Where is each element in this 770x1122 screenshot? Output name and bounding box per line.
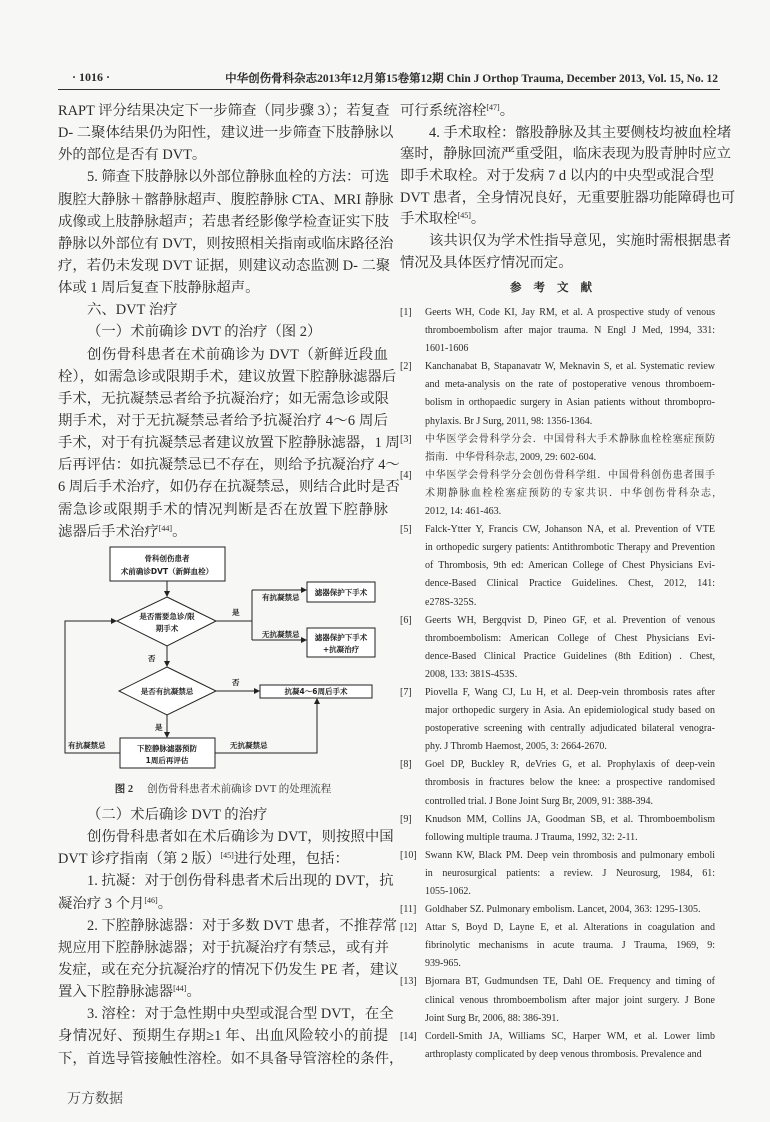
flow-contra-yes-label: 有抗凝禁忌 xyxy=(262,593,300,602)
figure-caption-text: 创伤骨科患者术前确诊 DVT 的处理流程 xyxy=(147,784,332,795)
flow-filter-surgery-ac-line1: 滤器保护下手术 xyxy=(314,633,368,642)
flow-decision-urgent xyxy=(117,597,216,646)
left-column-text-top xyxy=(58,100,400,543)
reference-number: [13] xyxy=(400,976,417,988)
reference-number: [1] xyxy=(400,307,412,318)
reference-line: 术期静脉血栓栓塞症预防的专家共识．中华创伤骨科杂志, xyxy=(425,487,715,499)
right-column-text xyxy=(400,101,736,275)
text-segment: 可行系统溶栓 xyxy=(400,103,487,119)
text-line: 2. 下腔静脉滤器：对于多数 DVT 患者，不推荐常 xyxy=(87,917,397,934)
reference-line: 2012, 14: 461-463. xyxy=(425,506,502,518)
reference-line: 中华医学会骨科学分会．中国骨科大手术静脉血栓栓塞症预防 xyxy=(425,433,715,445)
flow-yes-label: 是 xyxy=(232,608,240,617)
reference-line: Swann KW, Black PM. Deep vein thrombosis and pulmonary emboli xyxy=(425,849,715,861)
text-line: 4. 手术取栓：髂股静脉及其主要侧枝均被血栓堵 xyxy=(429,124,732,141)
reference-line: bolism in orthopaedic surgery in Asian patients without thrombopro- xyxy=(425,397,715,409)
text-line xyxy=(400,209,714,231)
text-line: 规应用下腔静脉滤器；对于抗凝治疗有禁忌，或有并 xyxy=(58,939,389,956)
reference-line: phylaxis. Br J Surg, 2011, 98: 1356-1364. xyxy=(425,415,593,427)
running-header: 中华创伤骨科杂志2013年12月第15卷第12期 Chin J Orthop Trauma, December 2013, Vol. 15, No. 12 xyxy=(225,73,718,85)
reference-line: Kanchanabat B, Stapanavatr W, Meknavin S, et al. Systematic review xyxy=(425,361,715,373)
text-line: （二）术后确诊 DVT 的治疗 xyxy=(87,807,268,823)
reference-item xyxy=(400,847,715,901)
reference-line: Piovella F, Wang CJ, Lu H, et al. Deep-vein thrombosis rates after xyxy=(425,686,715,698)
text-segment: DVT 诊疗指南（第 2 版） xyxy=(58,851,221,868)
text-line: 塞时，静脉回流严重受阻，临床表现为股青肿时应立 xyxy=(400,146,731,163)
text-line: 3. 溶栓：对于急性期中央型或混合型 DVT，在全 xyxy=(87,1006,394,1023)
reference-line: 1055-1062. xyxy=(425,886,471,897)
text-line: 栓），如需急诊或限期手术，建议放置下腔静脉滤器后 xyxy=(58,368,397,385)
reference-number: [8] xyxy=(400,759,412,771)
text-line: 期手术，对于无抗凝禁忌者给予抗凝治疗 4～6 周后 xyxy=(58,412,388,429)
reference-item xyxy=(400,521,715,611)
reference-line: Knudson MM, Collins JA, Goodman SB, et al. Thromboembolism xyxy=(425,813,715,825)
reference-number: [10] xyxy=(400,849,417,861)
reference-line: arthroplasty complicated by deep venous thrombosis. Prevalence and xyxy=(425,1048,702,1060)
reference-line: Cordell-Smith JA, Williams SC, Harper WM, et al. Lower limb xyxy=(425,1030,715,1042)
reference-line: clinical venous thromboembolism after major joint surgery. J Bone xyxy=(425,994,715,1006)
text-line: 手术，对于有抗凝禁忌者建议放置下腔静脉滤器，1 周 xyxy=(58,435,400,452)
flow-no-label-2: 否 xyxy=(232,678,240,687)
citation-superscript: [45] xyxy=(457,211,471,221)
reference-item xyxy=(400,811,715,847)
reference-number: [2] xyxy=(400,361,412,373)
text-line: 外的部位是否有 DVT。 xyxy=(58,147,207,164)
reference-line: 中华医学会骨科学分会创伤骨科学组．中国骨科创伤患者围手 xyxy=(425,469,715,481)
flow-contra-no-label-2: 无抗凝禁忌 xyxy=(230,741,268,750)
reference-line: dence-Based Clinical Practice Guidelines (8th Edition) . Chest, xyxy=(425,650,715,662)
text-segment: 置入下腔静脉滤器 xyxy=(58,984,174,1001)
flow-ac-surgery-text: 抗凝4～6周后手术 xyxy=(284,687,348,696)
text-line xyxy=(400,101,714,123)
figure-number: 图 2 xyxy=(114,784,134,795)
text-line: D- 二聚体结果仍为阳性，建议进一步筛查下肢静脉以 xyxy=(58,125,394,142)
text-segment: 滤器后手术治疗 xyxy=(58,523,159,540)
reference-line: thromboembolism after major trauma. N Engl J Med, 1994, 331: xyxy=(425,325,715,337)
flow-filter-surgery-ac-line2: +抗凝治疗 xyxy=(322,645,360,654)
text-line: 创伤骨科患者如在术后确诊为 DVT，则按照中国 xyxy=(87,829,394,846)
reference-line: Falck-Ytter Y, Francis CW, Johanson NA, et al. Prevention of VTE xyxy=(425,524,715,536)
text-segment: 手术取栓 xyxy=(400,211,458,228)
text-line xyxy=(58,848,388,870)
flow-q1-line1: 是否需要急诊/限 xyxy=(139,612,195,621)
reference-line: Attar S, Boyd D, Layne E, et al. Alterations in coagulation and xyxy=(425,922,715,934)
reference-number: [3] xyxy=(400,433,412,445)
reference-line: following multiple trauma. J Trauma, 1992, 32: 2-11. xyxy=(425,831,638,843)
reference-number: [6] xyxy=(400,614,412,626)
reference-line: of Thrombosis, 9th ed: American College of Chest Physicians Evi- xyxy=(425,560,715,572)
flow-ivc-line1: 下腔静脉滤器预防 xyxy=(137,744,197,753)
reference-line: Bjornara BT, Gudmundsen TE, Dahl OE. Frequency and timing of xyxy=(425,976,715,988)
watermark: 万方数据 xyxy=(67,1092,123,1107)
reference-number: [12] xyxy=(400,922,417,934)
reference-line: 1601-1606 xyxy=(425,343,469,355)
flow-yes-label-2: 是 xyxy=(155,723,163,732)
flow-contra-yes-label-2: 有抗凝禁忌 xyxy=(68,741,106,750)
citation-superscript: [44] xyxy=(158,523,173,533)
reference-number: [9] xyxy=(400,813,412,825)
reference-item xyxy=(400,358,715,430)
text-line: 后再评估：如抗凝禁忌已不存在，则给予抗凝治疗 4～ xyxy=(58,457,400,474)
reference-item xyxy=(400,431,715,467)
flow-start-line2: 术前确诊DVT（新鲜血栓） xyxy=(120,567,214,576)
text-line: 即手术取栓。对于发病 7 d 以内的中央型或混合型 xyxy=(400,168,714,185)
reference-line: Geerts WH, Code KI, Jay RM, et al. A prospective study of venous xyxy=(425,307,715,318)
reference-item xyxy=(400,684,715,756)
reference-line: major orthopedic surgery in Asia. An epidemiological study based on xyxy=(425,705,715,717)
text-line: 下，首选导管接触性溶栓。如不具备导管溶栓的条件， xyxy=(58,1050,404,1067)
flow-ivc-line2: 1周后再评估 xyxy=(145,756,189,765)
citation-superscript: [47] xyxy=(486,103,500,112)
text-line: 成像或上肢静脉超声；若患者经影像学检查证实下肢 xyxy=(58,213,389,230)
reference-line: Goldhaber SZ. Pulmonary embolism. Lancet, 2004, 363: 1295-1305. xyxy=(425,904,701,916)
text-line: 身情况好、预期生存期≥1 年、出血风险较小的前提 xyxy=(58,1028,388,1045)
page-number: · 1016 · xyxy=(72,70,111,84)
reference-line: 939-965. xyxy=(425,958,461,970)
reference-line: phy. J Thromb Haemost, 2005, 3: 2664-2670. xyxy=(425,741,607,753)
reference-line: dence-Based Clinical Practice Guidelines. Chest, 2012, 141: xyxy=(425,578,715,590)
text-line: 腹腔大静脉＋髂静脉超声、腹腔静脉 CTA、MRI 静脉 xyxy=(58,191,394,208)
text-segment: 。 xyxy=(499,103,515,119)
reference-line: Goel DP, Buckley R, deVries G, et al. Prophylaxis of deep-vein xyxy=(425,759,715,771)
text-line: 六、DVT 治疗 xyxy=(87,302,178,319)
text-segment: 。 xyxy=(157,895,173,912)
reference-number: [5] xyxy=(400,524,412,536)
citation-superscript: [44] xyxy=(173,984,187,994)
reference-item xyxy=(400,919,715,973)
text-segment: 进行处理，包括： xyxy=(233,851,349,868)
reference-number: [7] xyxy=(400,686,412,698)
flow-filter-surgery-text: 滤器保护下手术 xyxy=(314,588,368,597)
text-line: 疗，若仍未发现 DVT 证据，则建议动态监测 D- 二聚 xyxy=(58,257,391,274)
reference-number: [4] xyxy=(400,469,412,481)
text-line: 体或 1 周后复查下肢静脉超声。 xyxy=(58,280,260,297)
reference-line: 2008, 133: 381S-453S. xyxy=(425,668,518,680)
text-line: 手术，无抗凝禁忌者给予抗凝治疗；如无需急诊或限 xyxy=(58,390,389,407)
text-segment: 。 xyxy=(172,523,187,540)
citation-superscript: [45] xyxy=(220,851,234,861)
reference-item xyxy=(400,467,715,521)
reference-item xyxy=(400,756,715,810)
text-line: 发症，或在充分抗凝治疗的情况下仍发生 PE 者，建议 xyxy=(58,961,399,978)
header-rule xyxy=(58,89,720,90)
flow-no-label: 否 xyxy=(148,654,156,663)
flow-contra-no-label: 无抗凝禁忌 xyxy=(262,630,300,639)
text-segment: 。 xyxy=(186,984,201,1001)
reference-item xyxy=(400,304,715,358)
flow-q2-text: 是否有抗凝禁忌 xyxy=(140,687,194,696)
reference-number: [11] xyxy=(400,904,417,916)
reference-line: in orthopedic surgery patients: Antithrombotic Therapy and Prevention xyxy=(425,542,715,554)
text-line: 1. 抗凝：对于创伤骨科患者术后出现的 DVT，抗 xyxy=(87,873,394,890)
reference-item xyxy=(400,1028,715,1064)
citation-superscript: [46] xyxy=(144,895,158,905)
reference-item xyxy=(400,612,715,684)
figure-caption xyxy=(58,781,388,796)
text-line: 6 周后手术治疗，如仍存在抗凝禁忌，则结合此时是否 xyxy=(58,479,400,496)
reference-item xyxy=(400,973,715,1027)
text-line: 需急诊或限期手术的情况判断是否在放置下腔静脉 xyxy=(58,501,388,518)
text-line: DVT 患者，全身情况良好，无重要脏器功能障碍也可 xyxy=(400,189,736,206)
text-line: 情况及具体医疗情况而定。 xyxy=(400,254,573,271)
flow-start-line1: 骨科创伤患者 xyxy=(144,554,190,563)
reference-line: Joint Surg Br, 2006, 88: 386-391. xyxy=(425,1012,559,1024)
text-segment: 凝治疗 3 个月 xyxy=(58,895,145,912)
text-line: 5. 筛查下肢静脉以外部位静脉血栓的方法：可选 xyxy=(87,169,390,186)
reference-line: e278S-325S. xyxy=(425,596,477,608)
references-list xyxy=(400,304,715,1064)
reference-line: fibrinolytic mechanisms in acute trauma. J Trauma, 1969, 9: xyxy=(425,940,715,952)
text-segment: 。 xyxy=(470,211,486,228)
reference-line: Geerts WH, Bergqvist D, Pineo GF, et al. Prevention of venous xyxy=(425,614,715,626)
text-line xyxy=(58,893,388,915)
reference-number: [14] xyxy=(400,1030,417,1042)
text-line: RAPT 评分结果决定下一步筛查（同步骤 3）；若复查 xyxy=(58,103,390,119)
reference-line: in neurosurgical patients: a review. J Neurosurg, 1984, 61: xyxy=(425,867,715,879)
reference-line: postoperative screening with centrally adjudicated bilateral venogra- xyxy=(425,723,715,735)
reference-item xyxy=(400,901,715,919)
reference-line: 指南．中华骨科杂志, 2009, 29: 602-604. xyxy=(425,451,597,463)
text-line: 静脉以外部位有 DVT，则按照相关指南或临床路径治 xyxy=(58,235,394,252)
reference-line: thrombosis in fractures below the knee: a prospective randomised xyxy=(425,777,715,789)
text-line: （一）术前确诊 DVT 的治疗（图 2） xyxy=(87,324,322,341)
reference-line: and meta-analysis on the rate of postoperative venous thromboem- xyxy=(425,379,715,391)
flowchart-figure-2 xyxy=(50,540,390,780)
text-line: 创伤骨科患者在术前确诊为 DVT（新鲜近段血 xyxy=(87,346,388,363)
reference-line: thromboembolism: American College of Chest Physicians Evi- xyxy=(425,632,715,644)
reference-line: controlled trial. J Bone Joint Surg Br, 2009, 91: 388-394. xyxy=(425,795,654,807)
references-heading: 参考文献 xyxy=(510,282,604,294)
text-line: 该共识仅为学术性指导意见，实施时需根据患者 xyxy=(429,233,732,250)
flow-q1-line2: 期手术 xyxy=(155,624,179,633)
text-line xyxy=(58,981,388,1003)
left-column-text-bottom xyxy=(58,804,404,1070)
